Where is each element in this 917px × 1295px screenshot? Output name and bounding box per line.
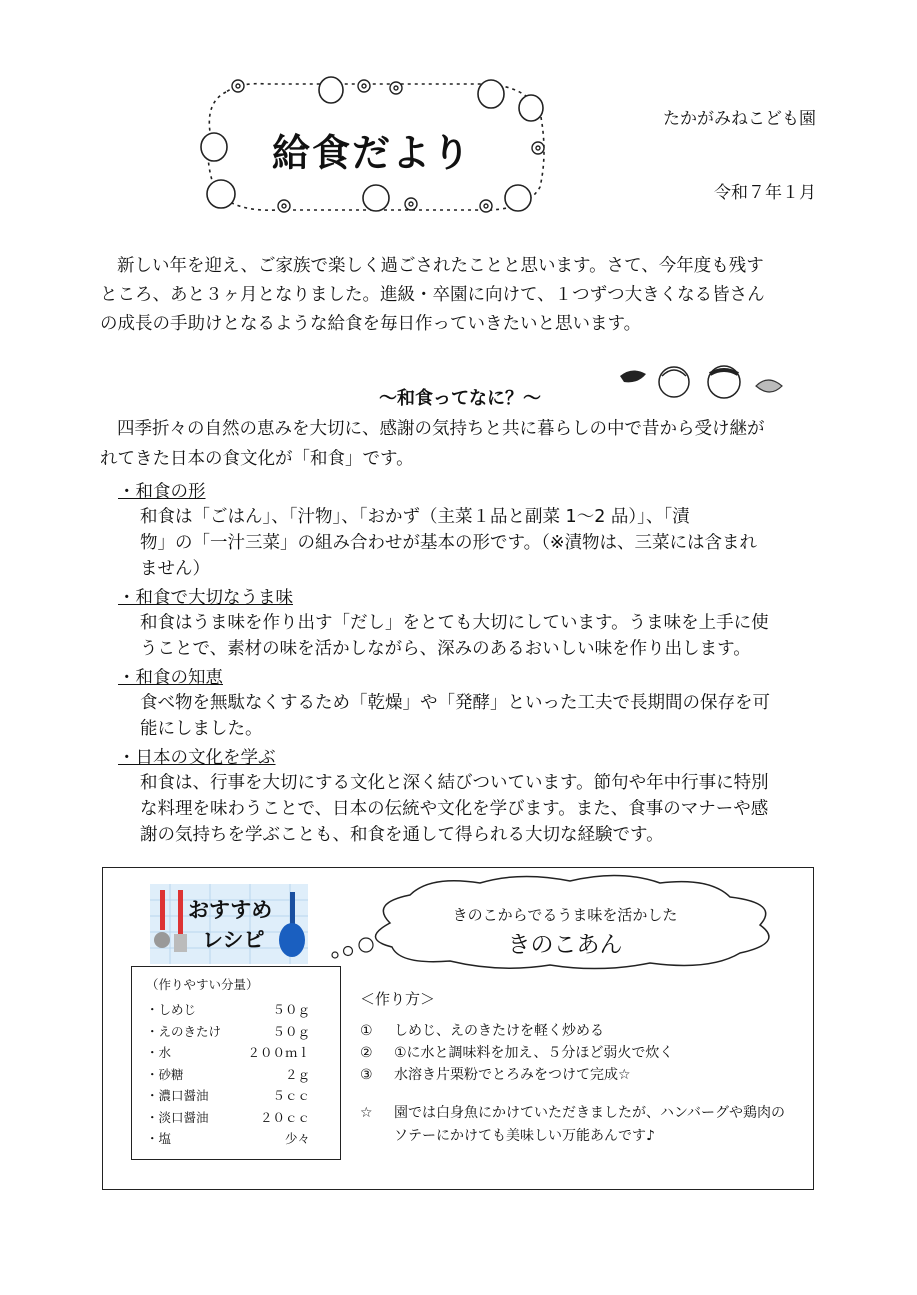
ingredient-name: ・えのきたけ (146, 1023, 222, 1039)
ingredient-row (146, 999, 328, 1021)
ingredient-amount: ２０ｃｃ (259, 1109, 310, 1125)
ingredient-name: ・塩 (146, 1131, 172, 1146)
ingredient-name: ・水 (146, 1045, 172, 1060)
recipe-badge (188, 895, 278, 955)
organization-name: たかがみねこども園 (663, 109, 816, 129)
recipe-step (360, 1042, 800, 1064)
point-line: 和食は、行事を大切にする文化と深く結びついています。節句や年中行事に特別 (140, 773, 769, 793)
point-heading: ・和食で大切なうま味 (118, 588, 293, 608)
point-line: 能にしました。 (140, 719, 263, 739)
ingredient-row (146, 1064, 328, 1086)
ingredient-row (146, 1107, 328, 1129)
ingredient-row (146, 1085, 328, 1107)
point-body (140, 504, 818, 582)
intro-line: 新しい年を迎え、ご家族で楽しく過ごされたことと思います。さて、今年度も残す (117, 256, 764, 276)
steps-heading: ＜作り方＞ (360, 990, 436, 1008)
recipe-note (360, 1102, 800, 1148)
intro-line: ところ、あと３ヶ月となりました。進級・卒園に向けて、１つずつ大きくなる皆さん (100, 285, 765, 305)
point-heading: ・日本の文化を学ぶ (118, 748, 276, 768)
ingredient-amount: ５０ｇ (272, 1002, 310, 1017)
point-line: 和食はうま味を作り出す「だし」をとても大切にしています。うま味を上手に使 (140, 613, 769, 633)
recipe-step (360, 1020, 800, 1042)
point-line: 食べ物を無駄なくするため「乾燥」や「発酵」といった工夫で長期間の保存を可 (140, 693, 770, 713)
step-number: ③ (360, 1067, 373, 1083)
point-line: な料理を味わうことで、日本の伝統や文化を学びます。また、食事のマナーや感 (140, 799, 769, 819)
recipe-name: きのこあん (507, 932, 623, 958)
washoku-line: れてきた日本の食文化が「和食」です。 (100, 449, 414, 469)
ingredient-amount: ２００ｍｌ (247, 1045, 310, 1060)
step-text: しめじ、えのきたけを軽く炒める (394, 1023, 604, 1039)
step-text: 水溶き片栗粉でとろみをつけて完成☆ (394, 1067, 631, 1083)
note-line: ソテーにかけても美味しい万能あんです♪ (394, 1128, 655, 1144)
point-line: 物」の「一汁三菜」の組み合わせが基本の形です。（※漬物は、三菜には含まれ (140, 533, 758, 553)
step-number: ① (360, 1023, 373, 1039)
note-line: 園では白身魚にかけていただきましたが、ハンバーグや鶏肉の (394, 1105, 786, 1121)
point-body (140, 610, 818, 662)
ingredient-row (146, 1021, 328, 1043)
intro-paragraph (100, 252, 818, 339)
ingredient-row (146, 1042, 328, 1064)
point-line: 和食は「ごはん」、「汁物」、「おかず（主菜１品と副菜 1～2 品）」、「漬 (140, 507, 690, 527)
point-line: 謝の気持ちを学ぶことも、和食を通して得られる大切な経験です。 (140, 825, 664, 845)
ingredient-name: ・砂糖 (146, 1066, 184, 1082)
note-mark: ☆ (360, 1105, 373, 1121)
badge-line: レシピ (202, 928, 265, 952)
point-heading: ・和食の形 (118, 482, 206, 502)
ingredient-name: ・淡口醤油 (146, 1109, 209, 1125)
ingredient-amount: ５０ｇ (272, 1023, 310, 1039)
washoku-dishes-illustration (618, 362, 798, 402)
washoku-paragraph (100, 414, 818, 474)
washoku-section-title: ～和食ってなに？～ (379, 388, 541, 409)
page-title: 給食だより (271, 131, 472, 175)
ingredient-name: ・濃口醤油 (146, 1088, 209, 1103)
recipe-step (360, 1064, 800, 1086)
recipe-steps (360, 988, 800, 1148)
ingredient-amount: 少々 (284, 1131, 310, 1146)
ingredient-amount: ５ｃｃ (272, 1088, 310, 1103)
ingredients-box (131, 966, 341, 1160)
step-number: ② (360, 1045, 373, 1061)
point-body (140, 770, 818, 848)
step-text: ①に水と調味料を加え、５分ほど弱火で炊く (394, 1045, 674, 1061)
ingredient-name: ・しめじ (146, 1002, 197, 1017)
badge-line: おすすめ (188, 898, 273, 922)
intro-line: の成長の手助けとなるような給食を毎日作っていきたいと思います。 (100, 314, 642, 334)
issue-date: 令和７年１月 (714, 183, 816, 203)
ingredient-amount: ２ｇ (284, 1066, 310, 1082)
recipe-subtitle: きのこからでるうま味を活かした (452, 906, 678, 924)
washoku-line: 四季折々の自然の恵みを大切に、感謝の気持ちと共に暮らしの中で昔から受け継が (117, 419, 765, 439)
point-line: ません） (140, 559, 210, 579)
point-heading: ・和食の知恵 (118, 668, 223, 688)
washoku-points (118, 480, 818, 852)
ingredient-row (146, 1128, 328, 1150)
ingredients-heading: （作りやすい分量） (146, 977, 259, 992)
point-line: うことで、素材の味を活かしながら、深みのあるおいしい味を作り出します。 (140, 639, 751, 659)
point-body (140, 690, 818, 742)
